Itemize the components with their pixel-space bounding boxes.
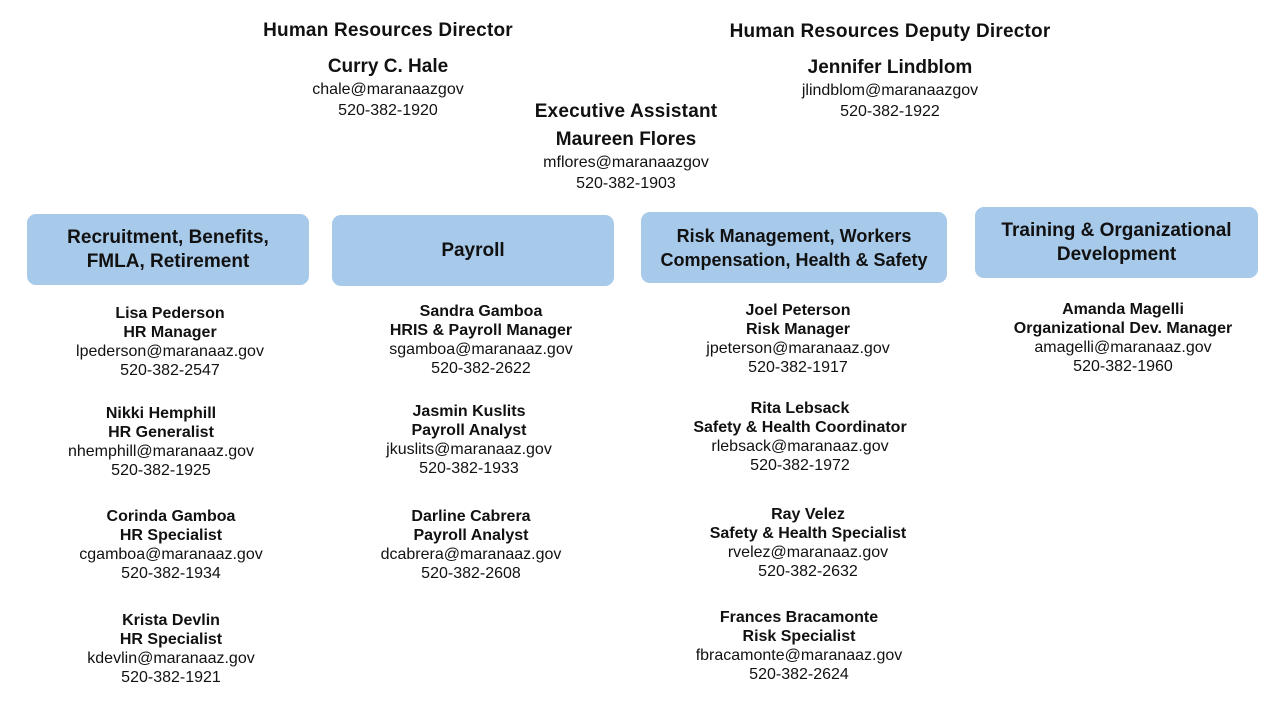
executive-assistant-name: Maureen Flores (555, 129, 697, 150)
staff-name: Corinda Gamboa (106, 508, 236, 525)
staff-name: Rita Lebsack (750, 400, 850, 417)
staff-phone: 520-382-1921 (121, 669, 221, 686)
staff-card (30, 507, 312, 583)
department-header-training: Training & Organizational Development (975, 207, 1258, 278)
staff-title: HR Generalist (108, 424, 214, 441)
staff-phone: 520-382-2632 (758, 563, 858, 580)
department-header-risk-management: Risk Management, Workers Compensation, Health & Safety (641, 212, 947, 283)
staff-email: jkuslits@maranaaz.gov (386, 441, 552, 458)
deputy-director-block (706, 21, 1074, 121)
staff-name: Amanda Magelli (1062, 301, 1184, 318)
staff-phone: 520-382-2608 (421, 565, 521, 582)
staff-phone: 520-382-1972 (750, 457, 850, 474)
director-name: Curry C. Hale (327, 56, 449, 77)
staff-card (667, 505, 949, 581)
executive-assistant-block (500, 101, 752, 193)
staff-email: lpederson@maranaaz.gov (76, 343, 264, 360)
executive-assistant-phone: 520-382-1903 (576, 175, 676, 192)
staff-title: Risk Specialist (742, 628, 856, 645)
staff-phone: 520-382-2547 (120, 362, 220, 379)
staff-card (658, 608, 940, 684)
staff-title: HR Specialist (119, 631, 223, 648)
staff-title: HR Specialist (119, 527, 223, 544)
staff-card (659, 399, 941, 475)
department-header-payroll: Payroll (332, 215, 614, 286)
staff-email: amagelli@maranaaz.gov (1034, 339, 1212, 356)
deputy-director-role: Human Resources Deputy Director (729, 21, 1051, 42)
staff-phone: 520-382-1934 (121, 565, 221, 582)
director-email: chale@maranaazgov (312, 81, 464, 98)
staff-name: Frances Bracamonte (719, 609, 879, 626)
deputy-director-email: jlindblom@maranaazgov (801, 82, 979, 99)
staff-name: Sandra Gamboa (419, 303, 543, 320)
staff-email: rlebsack@maranaaz.gov (711, 438, 889, 455)
staff-email: rvelez@maranaaz.gov (727, 544, 889, 561)
staff-name: Lisa Pederson (115, 305, 225, 322)
executive-assistant-email: mflores@maranaazgov (543, 154, 709, 171)
staff-title: Payroll Analyst (413, 527, 529, 544)
staff-title: Risk Manager (745, 321, 851, 338)
staff-card (330, 507, 612, 583)
staff-title: Safety & Health Specialist (709, 525, 907, 542)
staff-title: Payroll Analyst (411, 422, 527, 439)
staff-email: dcabrera@maranaaz.gov (380, 546, 562, 563)
staff-name: Jasmin Kuslits (412, 403, 526, 420)
staff-title: HR Manager (123, 324, 217, 341)
director-role: Human Resources Director (263, 20, 513, 41)
staff-card (328, 402, 610, 478)
staff-phone: 520-382-1917 (748, 359, 848, 376)
staff-phone: 520-382-1960 (1073, 358, 1173, 375)
staff-title: Organizational Dev. Manager (1013, 320, 1233, 337)
staff-phone: 520-382-2622 (431, 360, 531, 377)
executive-assistant-role: Executive Assistant (534, 101, 718, 122)
staff-name: Ray Velez (771, 506, 845, 523)
staff-email: kdevlin@maranaaz.gov (87, 650, 255, 667)
staff-card (30, 611, 312, 687)
staff-card (30, 404, 292, 480)
staff-name: Krista Devlin (122, 612, 220, 629)
director-block (246, 20, 530, 120)
staff-email: fbracamonte@maranaaz.gov (695, 647, 903, 664)
deputy-director-name: Jennifer Lindblom (807, 57, 973, 78)
staff-email: cgamboa@maranaaz.gov (79, 546, 263, 563)
staff-email: sgamboa@maranaaz.gov (389, 341, 573, 358)
staff-email: jpeterson@maranaaz.gov (706, 340, 890, 357)
staff-name: Nikki Hemphill (105, 405, 217, 422)
staff-title: HRIS & Payroll Manager (389, 322, 573, 339)
director-phone: 520-382-1920 (338, 102, 438, 119)
staff-phone: 520-382-1933 (419, 460, 519, 477)
staff-phone: 520-382-1925 (111, 462, 211, 479)
staff-card (30, 304, 310, 380)
deputy-director-phone: 520-382-1922 (840, 103, 940, 120)
staff-phone: 520-382-2624 (749, 666, 849, 683)
staff-card (340, 302, 622, 378)
department-header-recruitment: Recruitment, Benefits, FMLA, Retirement (27, 214, 309, 285)
staff-card (657, 301, 939, 377)
staff-name: Joel Peterson (745, 302, 851, 319)
staff-name: Darline Cabrera (411, 508, 531, 525)
staff-email: nhemphill@maranaaz.gov (67, 443, 255, 460)
staff-title: Safety & Health Coordinator (693, 419, 907, 436)
staff-card (992, 300, 1254, 376)
